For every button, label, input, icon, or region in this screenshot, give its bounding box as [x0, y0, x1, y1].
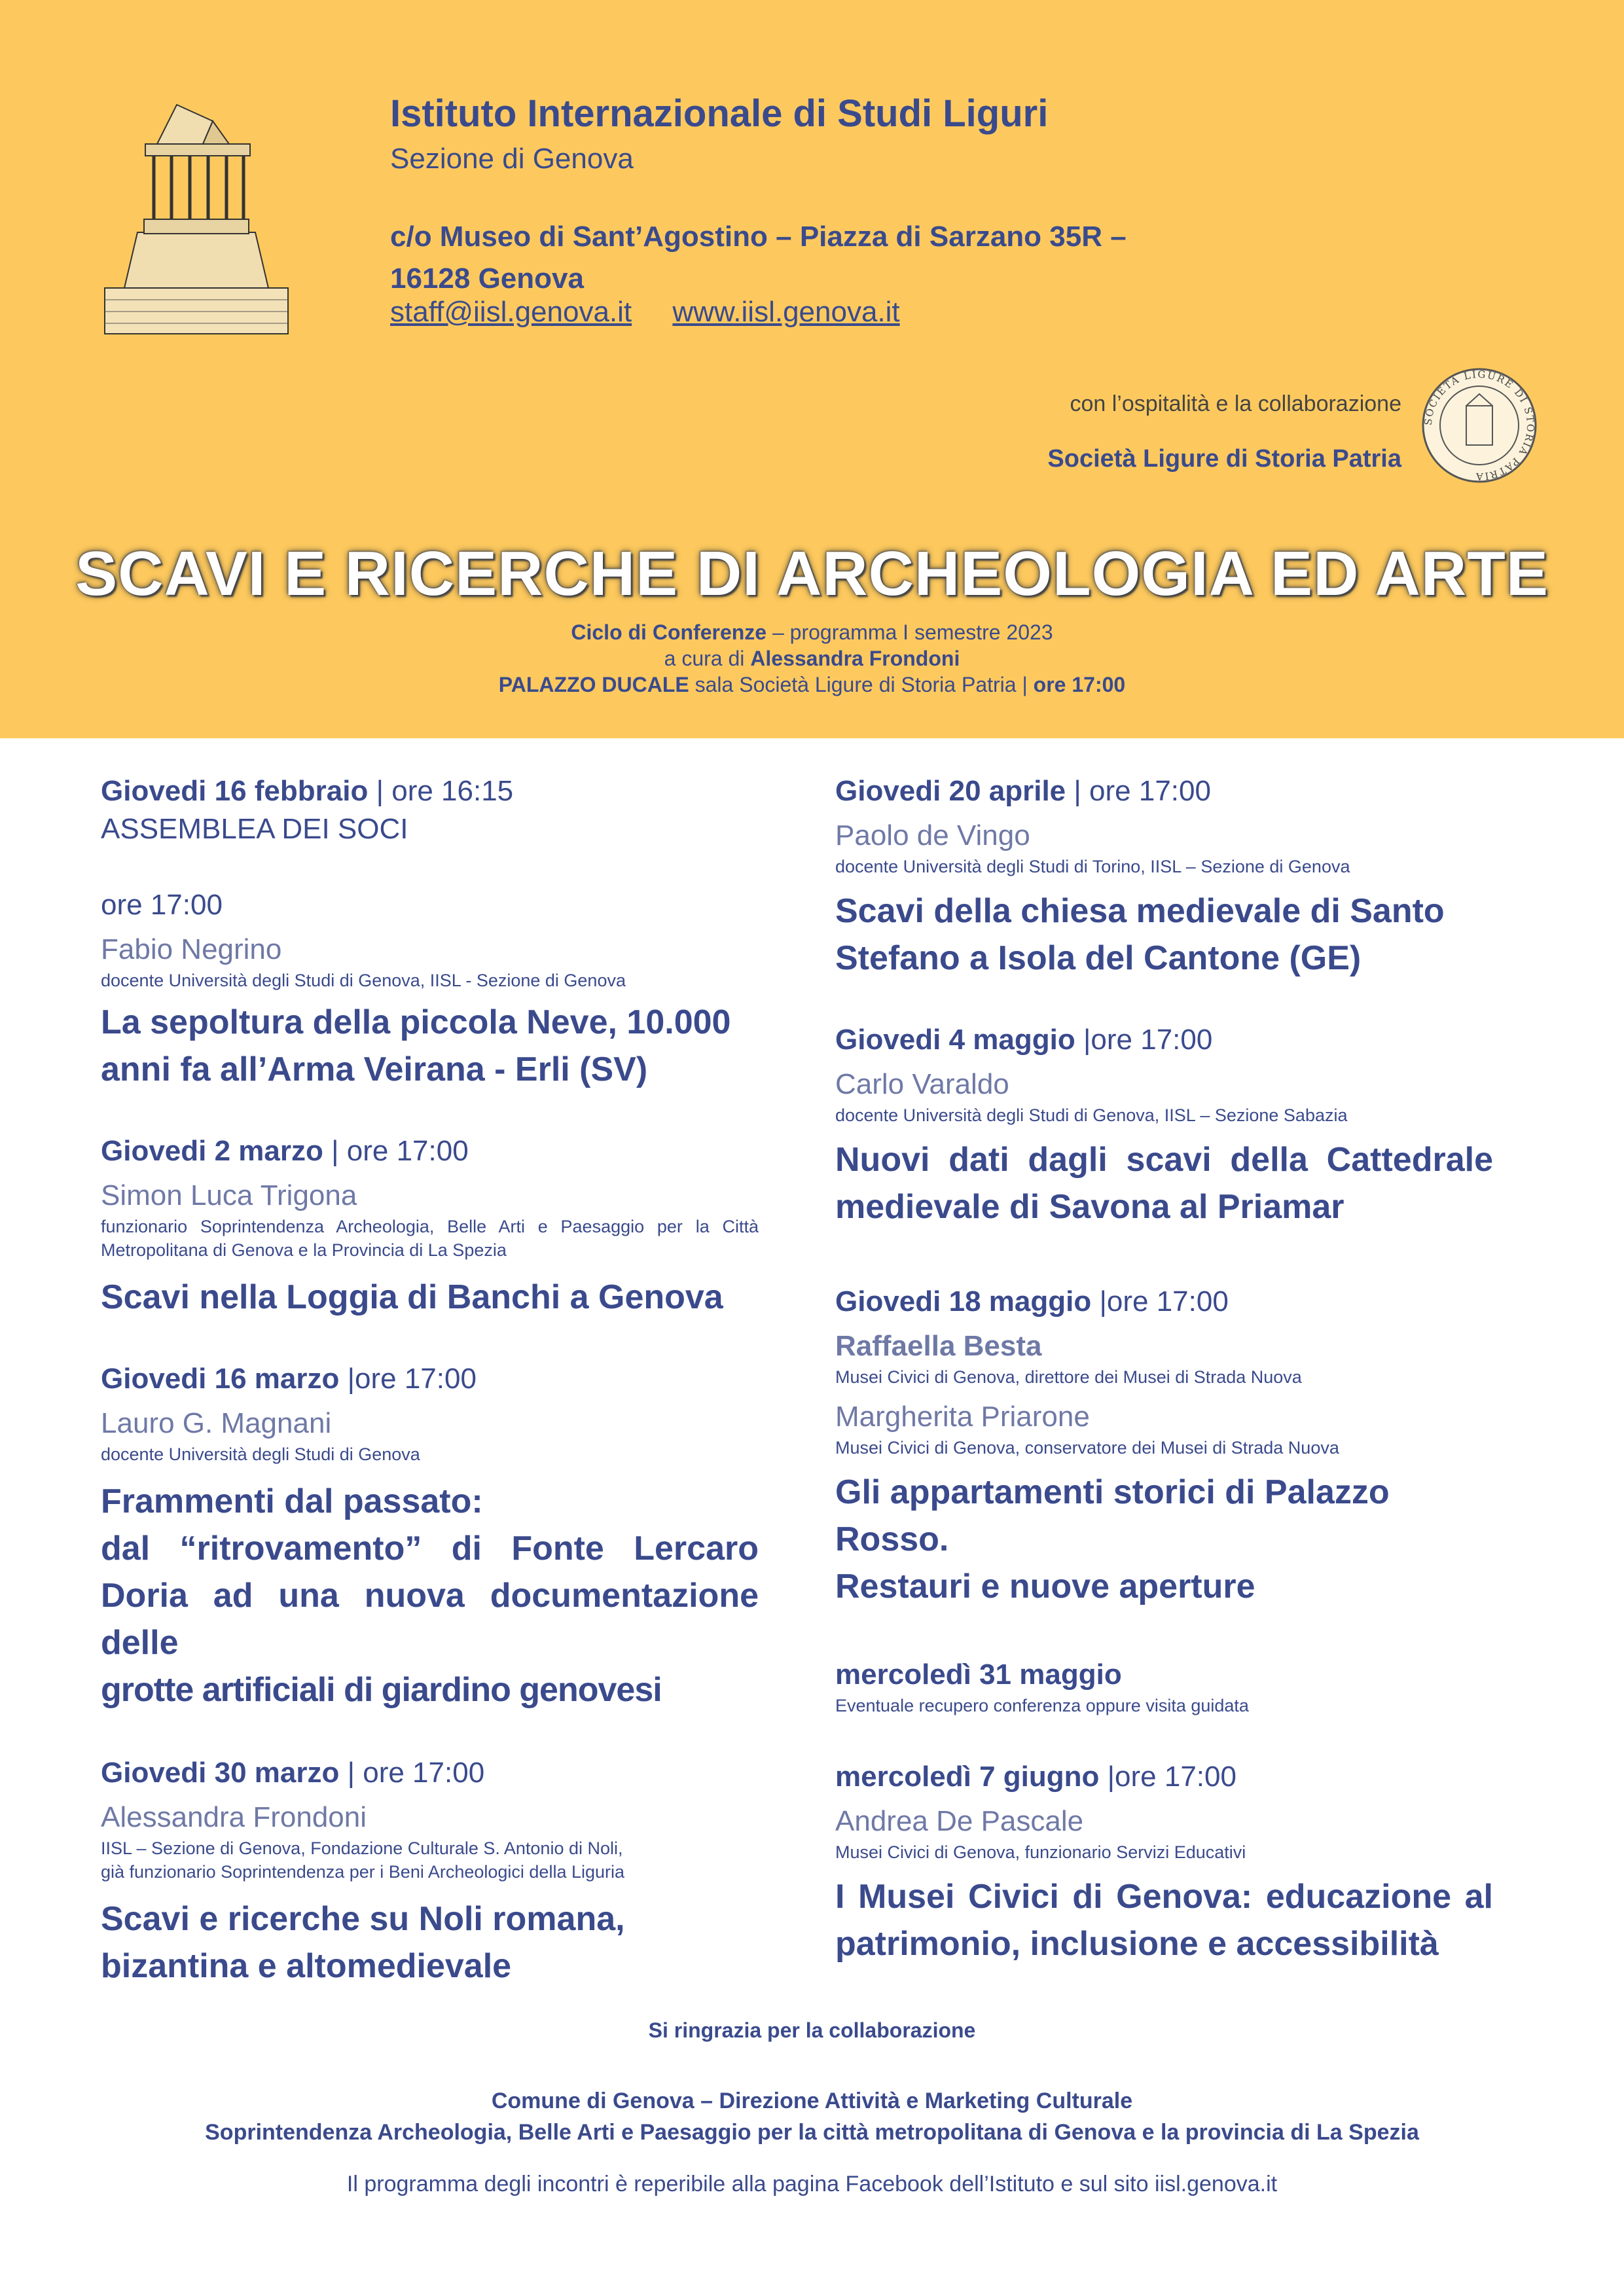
speaker-affiliation: Musei Civici di Genova, direttore dei Musei di Strada Nuova [835, 1367, 1302, 1387]
speaker-name: Margherita Priarone [835, 1401, 1090, 1433]
speaker-name: Alessandra Frondoni [101, 1801, 367, 1833]
society-seal-icon [1420, 367, 1538, 484]
venue-room: sala Società Ligure di Storia Patria | [689, 673, 1034, 696]
talk-title: Gli appartamenti storici di Palazzo Rosso. Restauri e nuove aperture [835, 1473, 1390, 1605]
venue-name: PALAZZO DUCALE [498, 673, 689, 696]
address-line-1: c/o Museo di Sant’Agostino – Piazza di Sarzano 35R – [390, 221, 1127, 253]
talk-title: Scavi nella Loggia di Banchi a Genova [101, 1278, 723, 1316]
speaker-affiliation: funzionario Soprintendenza Archeologia, Belle Arti e Paesaggio per la Città Metropolitana di Genova e la Provincia di La Spezia [101, 1217, 759, 1260]
program-availability-note: Il programma degli incontri è reperibile alla pagina Facebook dell’Istituto e sul sito iisl.genova.it [346, 2172, 1278, 2196]
curator-name: Alessandra Frondoni [750, 647, 960, 670]
event-date: mercoledì 7 giugno |ore 17:00 [835, 1761, 1236, 1793]
speaker-affiliation: IISL – Sezione di Genova, Fondazione Culturale S. Antonio di Noli, già funzionario Soprintendenza per i Beni Archeologici della Liguria [101, 1838, 625, 1882]
cycle-program-line [0, 619, 1624, 645]
talk-title: Nuovi dati dagli scavi della Cattedrale medievale di Savona al Priamar [835, 1141, 1493, 1226]
website-link[interactable]: www.iisl.genova.it [672, 296, 900, 328]
speaker-affiliation: docente Università degli Studi di Genova, IISL - Sezione di Genova [101, 971, 626, 990]
speaker-affiliation: docente Università degli Studi di Genova [101, 1444, 420, 1464]
speaker-affiliation: Musei Civici di Genova, funzionario Servizi Educativi [835, 1842, 1246, 1862]
event-date: Giovedi 20 aprile | ore 17:00 [835, 775, 1211, 807]
cycle-curator-line [0, 645, 1624, 672]
assembly-label: ASSEMBLEA DEI SOCI [101, 813, 408, 845]
hospitality-note: con l’ospitalità e la collaborazione [1070, 391, 1401, 416]
speaker-name: Andrea De Pascale [835, 1805, 1084, 1837]
event-18-may [835, 1283, 1493, 1610]
event-31-may [835, 1656, 1493, 1717]
event-date: Giovedi 18 maggio |ore 17:00 [835, 1285, 1229, 1317]
event-date: Giovedi 16 febbraio | ore 16:15 [101, 775, 514, 807]
talk-title: La sepoltura della piccola Neve, 10.000 anni fa all’Arma Veirana - Erli (SV) [101, 1003, 731, 1088]
event-date: Giovedi 2 marzo | ore 17:00 [101, 1135, 469, 1167]
main-title: SCAVI E RICERCHE DI ARCHEOLOGIA ED ARTE [75, 539, 1549, 609]
contact-links [390, 296, 900, 329]
event-date: Giovedi 16 marzo |ore 17:00 [101, 1363, 477, 1395]
speaker-name: Lauro G. Magnani [101, 1407, 332, 1439]
event-16-mar [101, 1360, 759, 1713]
event-time: ore 17:00 [101, 889, 223, 921]
header-banner [0, 0, 1624, 738]
institute-section: Sezione di Genova [390, 143, 634, 175]
talk-title: Frammenti dal passato: dal “ritrovamento” di Fonte Lercaro Doria ad una nuova documentazione delle grotte artificiali di giardino genovesi [101, 1482, 759, 1709]
partner-name: Società Ligure di Storia Patria [1047, 445, 1401, 473]
email-link[interactable]: staff@iisl.genova.it [390, 296, 632, 328]
event-30-mar [101, 1754, 759, 1990]
event-16-feb [101, 772, 759, 1093]
collaborators [0, 2085, 1624, 2148]
talk-title: Scavi e ricerche su Noli romana, bizantina e altomedievale [101, 1900, 625, 1985]
event-note: Eventuale recupero conferenza oppure visita guidata [835, 1696, 1249, 1715]
seal-text: SOCIETA LIGURE DI STORIA PATRIA [1422, 368, 1537, 483]
talk-title: I Musei Civici di Genova: educazione al patrimonio, inclusione e accessibilità [835, 1878, 1493, 1963]
thanks-heading: Si ringrazia per la collaborazione [648, 2018, 976, 2042]
speaker-affiliation: docente Università degli Studi di Genova, IISL – Sezione Sabazia [835, 1105, 1348, 1125]
speaker-name: Paolo de Vingo [835, 819, 1030, 851]
collaborator-comune: Comune di Genova – Direzione Attività e Marketing Culturale [491, 2088, 1133, 2113]
event-4-may [835, 1021, 1493, 1230]
event-date: Giovedi 4 maggio |ore 17:00 [835, 1024, 1213, 1056]
speaker-name: Simon Luca Trigona [101, 1179, 357, 1211]
event-7-jun [835, 1758, 1493, 1967]
collaborator-soprintendenza: Soprintendenza Archeologia, Belle Arti e Paesaggio per la città metropolitana di Genova e la provincia di La Spezia [205, 2120, 1419, 2145]
speaker-name: Carlo Varaldo [835, 1068, 1009, 1100]
cycle-label: Ciclo di Conferenze [571, 620, 767, 644]
speaker-affiliation: Musei Civici di Genova, conservatore dei Musei di Strada Nuova [835, 1438, 1339, 1458]
trophy-monument-logo [98, 92, 295, 340]
address-line-2: 16128 Genova [390, 262, 584, 295]
curated-by: a cura di [664, 647, 751, 670]
institute-address [390, 216, 1241, 300]
cycle-info [0, 619, 1624, 698]
speaker-affiliation: docente Università degli Studi di Torino, IISL – Sezione di Genova [835, 857, 1350, 876]
speaker-name: Raffaella Besta [835, 1330, 1042, 1362]
program-left-column [101, 772, 759, 1990]
event-date: mercoledì 31 maggio [835, 1658, 1122, 1691]
program-right-column [835, 772, 1493, 1967]
event-date: Giovedi 30 marzo | ore 17:00 [101, 1757, 485, 1789]
cycle-venue-line [0, 672, 1624, 698]
event-20-apr [835, 772, 1493, 982]
talk-title: Scavi della chiesa medievale di Santo Stefano a Isola del Cantone (GE) [835, 892, 1445, 977]
cycle-program: – programma I semestre 2023 [767, 620, 1053, 644]
venue-time: ore 17:00 [1033, 673, 1126, 696]
institute-name: Istituto Internazionale di Studi Liguri [390, 92, 1049, 135]
speaker-name: Fabio Negrino [101, 933, 282, 965]
event-2-mar [101, 1132, 759, 1321]
